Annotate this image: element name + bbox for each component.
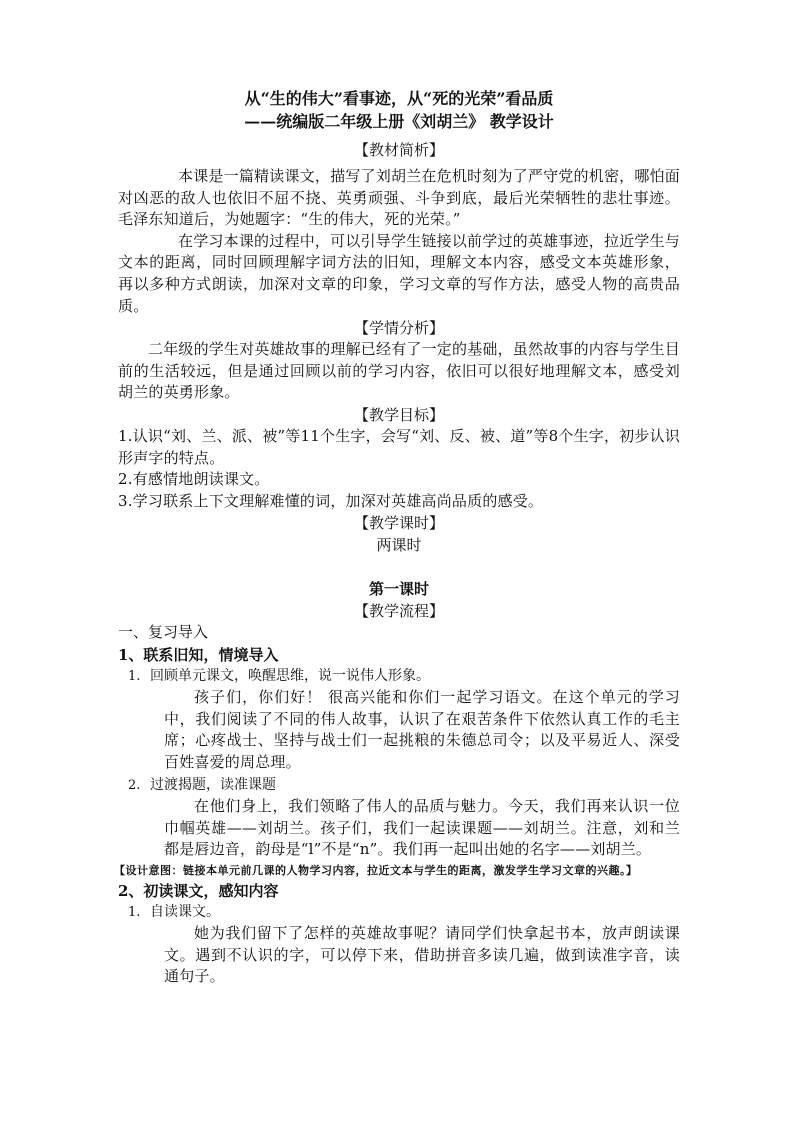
section-heading-textbook-analysis: 【教材简析】 [353,141,444,159]
step1-item-2-number: 2. [128,778,141,794]
step1-item-2-body: 在他们身上，我们领略了伟人的品质与魅力。今天，我们再来认识一位巾帼英雄——刘胡兰。孩子们，我们一起读课题——刘胡兰。注意，刘和兰都是唇边音，韵母是“l”不是“n”。我们再一起叫出她的名字——刘胡兰。 [164,797,680,859]
doc-title: 从“生的伟大”看事迹，从“死的光荣”看品质 [244,89,554,108]
document-page [114,88,681,988]
step-heading-2: 2、初读课文，感知内容 [118,882,279,901]
textbook-analysis-para-1: 本课是一篇精读课文，描写了刘胡兰在危机时刻为了严守党的机密，哪怕面对凶恶的敌人也依旧不屈不挠、英勇顽强、斗争到底，最后光荣牺牲的悲壮事迹。毛泽东知道后，为她题字：“生的伟大，死的光荣。” [118,167,680,229]
step1-item-1-body: 孩子们，你们好！ 很高兴能和你们一起学习语文。在这个单元的学习中，我们阅读了不同的伟人故事，认识了在艰苦条件下依然认真工作的毛主席；心疼战士、坚持与战士们一起挑粮的朱德总司令；以及平易近人、深受百姓喜爱的周总理。 [164,687,680,771]
section-heading-student-analysis: 【学情分析】 [353,319,444,338]
doc-subtitle: ——统编版二年级上册《刘胡兰》 教学设计 [244,112,554,131]
step1-item-1-text: 回顾单元课文，唤醒思维，说一说伟人形象。 [150,667,430,684]
step2-item-1-body: 她为我们留下了怎样的英雄故事呢？请同学们快拿起书本，放声朗读课文。遇到不认识的字，可以停下来，借助拼音多读几遍，做到读准字音，读通句子。 [164,924,680,986]
objective-item-1: 1.认识“刘、兰、派、被”等11个生字，会写“刘、反、被、道”等8个生字，初步认识形声字的特点。 [118,426,680,467]
step-heading-1: 1、联系旧知，情境导入 [118,645,279,664]
step1-item-1-label [118,666,680,687]
design-intent-note: 【设计意图：链接本单元前几课的人物学习内容，拉近文本与学生的距离，激发学生学习文章的兴趣。】 [114,864,638,878]
lesson-title: 第一课时 [368,580,429,599]
section-heading-objectives: 【教学目标】 [353,405,444,424]
step1-item-2-text: 过渡揭题，读准课题 [150,777,276,794]
step1-item-1-number: 1. [128,668,141,684]
process-heading: 【教学流程】 [353,602,444,621]
textbook-analysis-para-2: 在学习本课的过程中，可以引导学生链接以前学过的英雄事迹，拉近学生与文本的距离，同时回顾理解字词方法的旧知，理解文本内容，感受文本英雄形象，再以多种方式朗读，加深对文章的印象，学习文章的写作方法，感受人物的高贵品质。 [118,231,680,315]
objective-item-2: 2.有感情地朗读课文。 [118,470,270,489]
student-analysis-para-1: 二年级的学生对英雄故事的理解已经有了一定的基础，虽然故事的内容与学生目前的生活较远，但是通过回顾以前的学习内容，依旧可以很好地理解文本，感受刘胡兰的英勇形象。 [118,340,681,402]
step2-item-1-text: 自读课文。 [150,904,220,921]
step2-item-1-label [118,902,680,923]
objective-item-3: 3.学习联系上下文理解难懂的词，加深对英雄高尚品质的感受。 [118,491,544,510]
part-heading-review: 一、复习导入 [118,623,209,642]
teaching-hours-value: 两课时 [376,536,422,555]
step1-item-2-label [118,775,680,796]
step2-item-1-number: 1. [128,905,141,921]
section-heading-hours: 【教学课时】 [353,514,444,533]
